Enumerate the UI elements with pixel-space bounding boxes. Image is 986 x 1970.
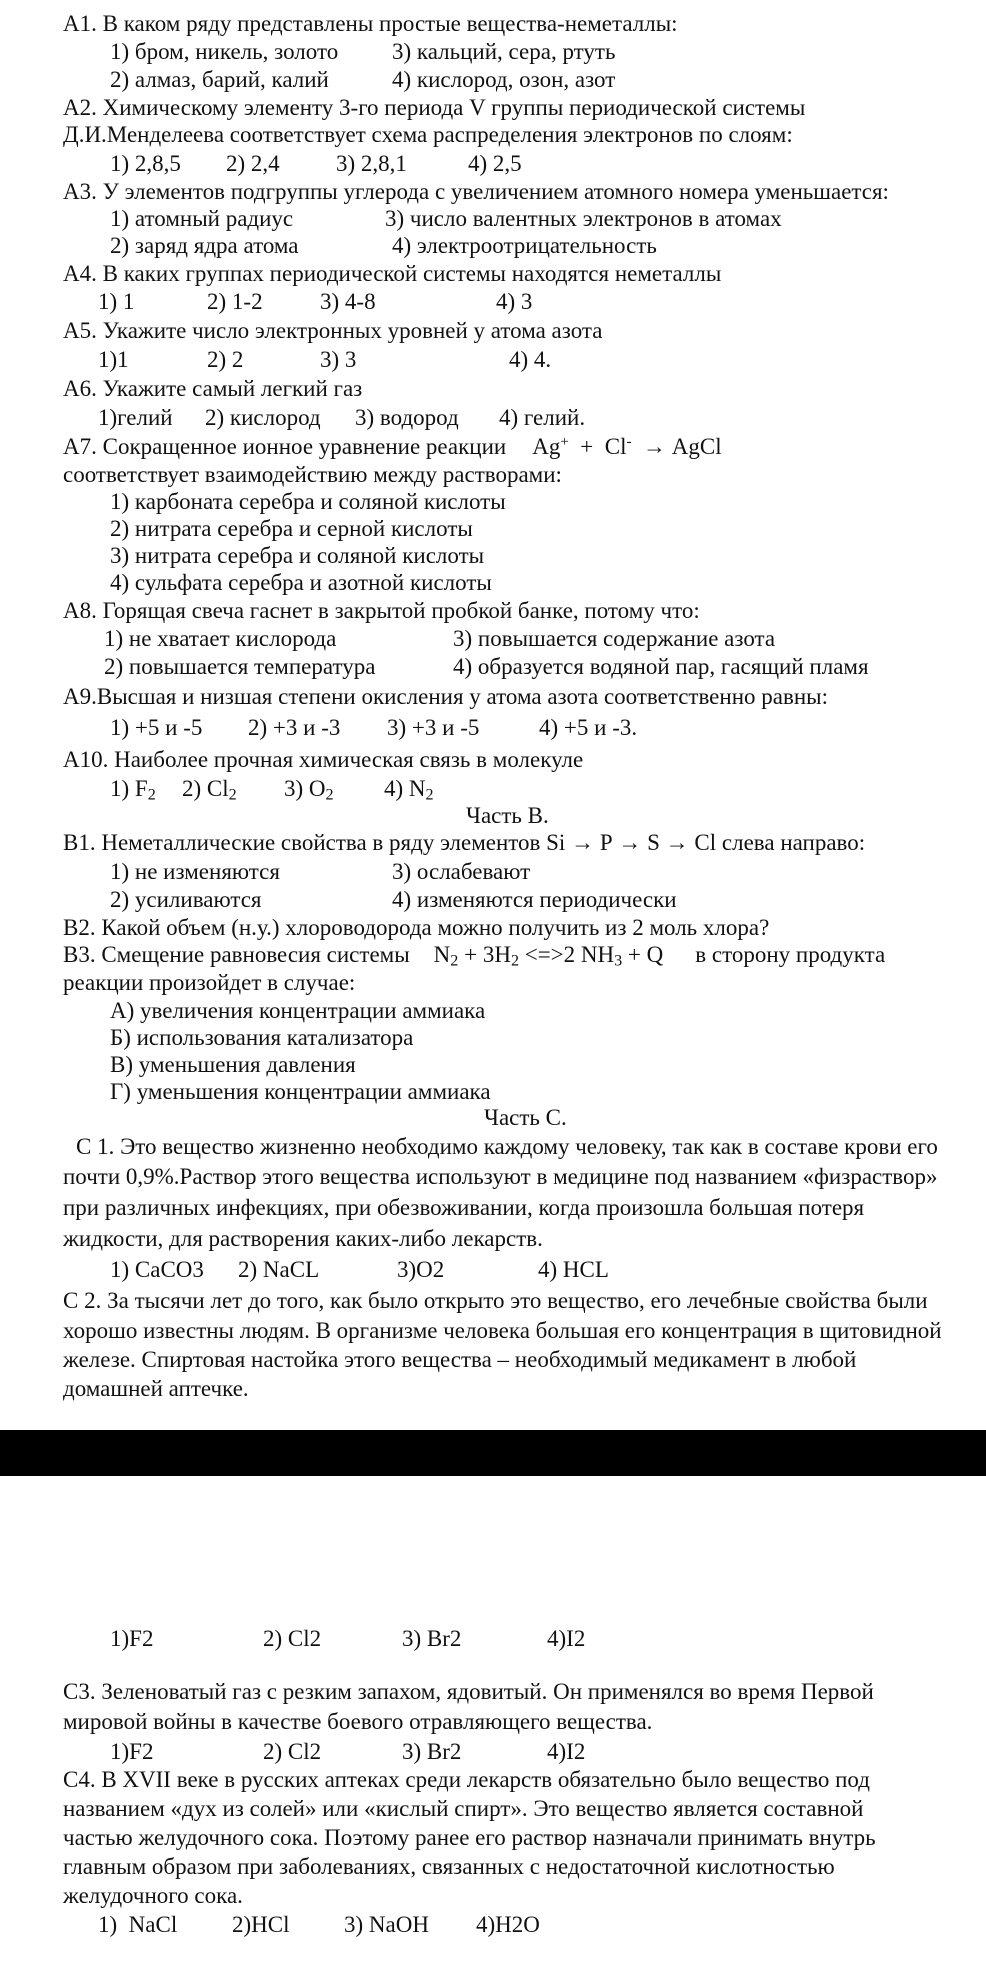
a7-ag: Ag xyxy=(532,434,561,459)
a3-option-2: 2) заряд ядра атома xyxy=(110,233,299,258)
a9-option-3: 3) +3 и -5 xyxy=(387,715,480,740)
a7-option-1: 1) карбоната серебра и соляной кислоты xyxy=(110,489,506,514)
a10-option-3: 3) $O_2$ xyxy=(284,776,334,804)
question-c4-line1: С4. В XVII веке в русских аптеках среди лекарств обязательно было вещество под xyxy=(63,1767,870,1792)
a8-option-2: 2) повышается температура xyxy=(104,654,376,679)
question-b1: В1. Неметаллические свойства в ряду элементов Si → P → S → Cl слева направо: xyxy=(63,830,866,855)
a10-option-1: 1) $F_2$ xyxy=(110,776,156,804)
question-a8: А8. Горящая свеча гаснет в закрытой пробкой банке, потому что: xyxy=(63,598,700,623)
a7-plus: + xyxy=(580,434,594,459)
question-c4-line2: названием «дух из солей» или «кислый спирт». Это вещество является составной xyxy=(63,1796,864,1821)
a2-option-3: 3) 2,8,1 xyxy=(336,151,407,176)
a6-option-2: 2) кислород xyxy=(205,405,321,430)
a7-option-2: 2) нитрата серебра и серной кислоты xyxy=(110,516,473,541)
b1-option-2: 2) усиливаются xyxy=(110,887,262,912)
c2-option-4: 4)I2 xyxy=(547,1626,586,1651)
question-a2-line1: А2. Химическому элементу 3-го периода V группы периодической системы xyxy=(63,95,806,120)
a8-option-1: 1) не хватает кислорода xyxy=(104,626,337,651)
a1-option-4: 4) кислород, озон, азот xyxy=(392,67,616,92)
a4-option-3: 3) 4-8 xyxy=(320,289,376,314)
question-a6: А6. Укажите самый легкий газ xyxy=(63,376,363,401)
a4-option-4: 4) 3 xyxy=(496,289,533,314)
question-a9: А9.Высшая и низшая степени окисления у атома азота соответственно равны: xyxy=(63,684,828,709)
a10-option-2: 2) $Cl_2$ xyxy=(182,776,237,804)
c1-option-3: 3)O2 xyxy=(397,1257,445,1282)
a9-option-1: 1) +5 и -5 xyxy=(110,715,203,740)
question-a2-line2: Д.И.Менделеева соответствует схема распределения электронов по слоям: xyxy=(63,122,793,147)
question-a4: А4. В каких группах периодической системы находятся неметаллы xyxy=(63,261,722,286)
a1-option-1: 1) бром, никель, золото xyxy=(110,39,339,64)
question-b2: В2. Какой объем (н.у.) хлороводорода можно получить из 2 моль хлора? xyxy=(63,915,770,940)
a5-option-4: 4) 4. xyxy=(509,347,552,372)
a7-agcl: AgCl xyxy=(671,434,722,459)
black-separator-bar xyxy=(0,1430,986,1476)
question-c2-line3: железе. Спиртовая настойка этого вещества – необходимый медикамент в любой xyxy=(63,1347,857,1372)
a7-option-4: 4) сульфата серебра и азотной кислоты xyxy=(110,570,492,595)
a7-cl: Cl xyxy=(604,434,627,459)
question-c3-line1: С3. Зеленоватый газ с резким запахом, ядовитый. Он применялся во время Первой xyxy=(63,1679,874,1704)
a9-option-4: 4) +5 и -3. xyxy=(539,715,638,740)
a2-option-1: 1) 2,8,5 xyxy=(110,151,181,176)
c2-option-1: 1)F2 xyxy=(110,1626,154,1651)
a3-option-4: 4) электроотрицательность xyxy=(392,233,657,258)
c3-option-2: 2) Cl2 xyxy=(263,1739,322,1764)
a5-option-2: 2) 2 xyxy=(207,347,244,372)
c1-option-2: 2) NaCL xyxy=(238,1257,320,1282)
c3-option-4: 4)I2 xyxy=(547,1739,586,1764)
a7-cl-charge: - xyxy=(626,433,632,450)
c4-option-1: 1) NaCl xyxy=(98,1912,178,1937)
a6-option-1: 1)гелий xyxy=(98,405,173,430)
c3-option-3: 3) Br2 xyxy=(402,1739,462,1764)
a7-ag-charge: + xyxy=(560,433,569,450)
question-a3: А3. У элементов подгруппы углерода с увеличением атомного номера уменьшается: xyxy=(63,179,889,204)
part-b-heading: Часть В. xyxy=(466,803,549,828)
question-b3-line2: реакции произойдет в случае: xyxy=(63,970,356,995)
question-a7-line2: соответствует взаимодействию между растворами: xyxy=(63,462,562,487)
c4-option-2: 2)HCl xyxy=(232,1912,290,1937)
question-c4-line4: главным образом при заболеваниях, связанных с недостаточной кислотностью xyxy=(63,1854,835,1879)
b3-option-a: А) увеличения концентрации аммиака xyxy=(110,998,486,1023)
question-c2-line4: домашней аптечке. xyxy=(63,1376,249,1401)
question-a5: А5. Укажите число электронных уровней у атома азота xyxy=(63,318,603,343)
a7-question-text: А7. Сокращенное ионное уравнение реакции xyxy=(63,434,507,459)
a5-option-3: 3) 3 xyxy=(320,347,357,372)
a6-option-3: 3) водород xyxy=(355,405,459,430)
a2-option-4: 4) 2,5 xyxy=(468,151,522,176)
c4-option-4: 4)H2O xyxy=(476,1912,540,1937)
a1-option-3: 3) кальций, сера, ртуть xyxy=(392,39,616,64)
c1-option-1: 1) CaCO3 xyxy=(110,1257,204,1282)
question-b3-line1: В3. Смещение равновесия системы $N_2 + 3H_2 <=>2$ $NH_3 + Q$ в сторону продукта xyxy=(63,942,886,970)
b1-option-1: 1) не изменяются xyxy=(110,859,280,884)
a1-option-2: 2) алмаз, барий, калий xyxy=(110,67,329,92)
c4-option-3: 3) NaOH xyxy=(344,1912,429,1937)
c3-option-1: 1)F2 xyxy=(110,1739,154,1764)
question-a7-line1 xyxy=(63,435,722,458)
a6-option-4: 4) гелий. xyxy=(499,405,586,430)
a4-option-1: 1) 1 xyxy=(98,289,135,314)
question-c2-line2: хорошо известны людям. В организме человека большая его концентрация в щитовидной xyxy=(63,1318,942,1343)
question-a10: А10. Наиболее прочная химическая связь в молекуле xyxy=(63,747,584,772)
a5-option-1: 1)1 xyxy=(98,347,129,372)
c2-option-2: 2) Cl2 xyxy=(263,1626,322,1651)
a8-option-3: 3) повышается содержание азота xyxy=(453,626,776,651)
question-c1-line3: при различных инфекциях, при обезвоживании, когда произошла большая потеря xyxy=(63,1195,865,1220)
question-c3-line2: мировой войны в качестве боевого отравляющего вещества. xyxy=(63,1709,653,1734)
b3-option-g: Г) уменьшения концентрации аммиака xyxy=(110,1079,491,1104)
part-c-heading: Часть С. xyxy=(484,1105,567,1130)
question-c1-line4: жидкости, для растворения каких-либо лекарств. xyxy=(63,1226,543,1251)
a9-option-2: 2) +3 и -3 xyxy=(248,715,341,740)
a7-option-3: 3) нитрата серебра и соляной кислоты xyxy=(110,543,485,568)
a8-option-4: 4) образуется водяной пар, гасящий пламя xyxy=(453,654,869,679)
question-c4-line5: желудочного сока. xyxy=(63,1883,243,1908)
c2-option-3: 3) Br2 xyxy=(402,1626,462,1651)
question-c1-line2: почти 0,9%.Раствор этого вещества используют в медицине под названием «физраствор» xyxy=(63,1164,938,1189)
question-c1-line1: С 1. Это вещество жизненно необходимо каждому человеку, так как в составе крови его xyxy=(76,1134,938,1159)
b3-option-b: Б) использования катализатора xyxy=(110,1025,414,1050)
b3-option-v: В) уменьшения давления xyxy=(110,1052,356,1077)
b1-option-3: 3) ослабевают xyxy=(392,859,531,884)
a7-arrow: → xyxy=(643,434,666,459)
a3-option-3: 3) число валентных электронов в атомах xyxy=(385,206,782,231)
b1-option-4: 4) изменяются периодически xyxy=(392,887,677,912)
a4-option-2: 2) 1-2 xyxy=(207,289,263,314)
question-a1: А1. В каком ряду представлены простые вещества-неметаллы: xyxy=(63,11,678,36)
a10-option-4: 4) $N_2$ xyxy=(384,776,434,804)
c1-option-4: 4) HCL xyxy=(538,1257,609,1282)
a2-option-2: 2) 2,4 xyxy=(226,151,280,176)
a3-option-1: 1) атомный радиус xyxy=(110,206,294,231)
question-c4-line3: частью желудочного сока. Поэтому ранее его раствор назначали принимать внутрь xyxy=(63,1825,876,1850)
question-c2-line1: С 2. За тысячи лет до того, как было открыто это вещество, его лечебные свойства были xyxy=(63,1288,928,1313)
